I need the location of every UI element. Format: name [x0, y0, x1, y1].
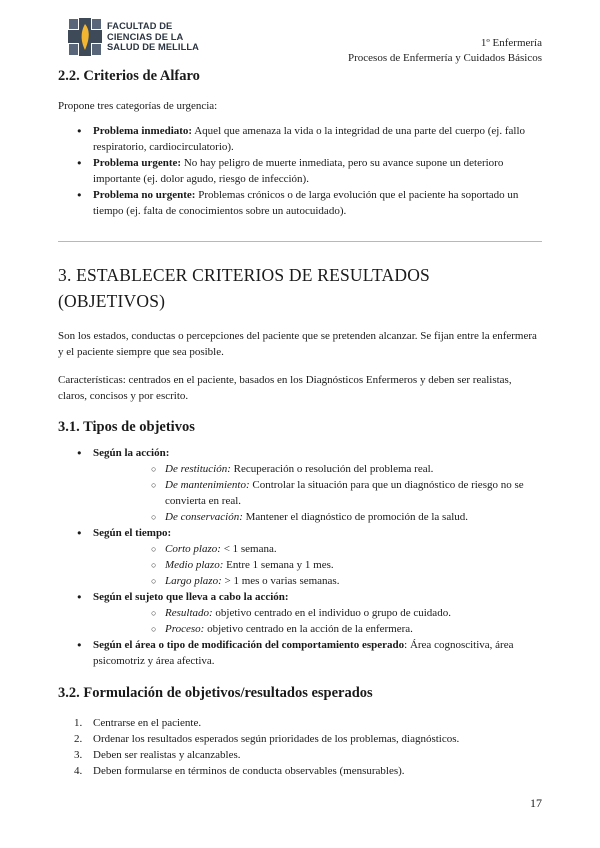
logo-line-2: CIENCIAS DE LA — [107, 31, 184, 42]
formulacion-heading: 3.2. Formulación de objetivos/resultados esperados — [58, 685, 373, 701]
item-text: Problemas crónicos o de larga evolución que el paciente ha soportado un tiempo (ej. falta de conocimientos sobre un autocuidado). — [93, 189, 519, 217]
item-number: 2. — [74, 733, 83, 745]
list-item — [58, 589, 542, 637]
numbered-item — [58, 731, 542, 747]
sub-list-item — [93, 573, 542, 589]
tipos-heading: 3.1. Tipos de objetivos — [58, 419, 195, 435]
item-text: objetivo centrado en el individuo o grupo de cuidado. — [212, 607, 451, 619]
alfaro-list — [58, 123, 542, 219]
item-term: Medio plazo: — [165, 559, 224, 571]
sub-list-item — [93, 605, 542, 621]
item-text: Mantener el diagnóstico de promoción de la salud. — [242, 511, 469, 523]
list-item — [58, 155, 542, 187]
item-term: Según el sujeto que lleva a cabo la acción: — [93, 591, 289, 603]
page-header-info — [348, 36, 542, 66]
page-content — [58, 66, 542, 779]
item-text: < 1 semana. — [220, 543, 277, 555]
list-item — [58, 637, 542, 669]
item-term: Problema no urgente: — [93, 189, 196, 201]
item-term: Resultado: — [165, 607, 213, 619]
list-item — [58, 123, 542, 155]
section-3-heading-line1: 3. ESTABLECER CRITERIOS DE RESULTADOS — [58, 265, 430, 285]
item-text: : Área cognoscitiva, área psicomotriz y área afectiva. — [93, 639, 514, 667]
item-term: Largo plazo: — [165, 575, 222, 587]
numbered-item — [58, 747, 542, 763]
numbered-item — [58, 715, 542, 731]
item-text: No hay peligro de muerte inmediata, pero su avance supone un deterioro importante (ej. dolor agudo, riesgo de infección). — [93, 157, 504, 185]
section-3-heading-line2: (OBJETIVOS) — [58, 291, 166, 311]
sub-list — [93, 461, 542, 525]
section-3-paragraph-1: Son los estados, conductas o percepciones del paciente que se pretenden alcanzar. Se fijan entre la enfermera y el paciente siempre que sea posible. — [58, 330, 537, 358]
sub-list-item — [93, 477, 542, 509]
sub-list-item — [93, 461, 542, 477]
sub-list-item — [93, 509, 542, 525]
item-number: 1. — [74, 717, 83, 729]
item-term: Según el tiempo: — [93, 527, 172, 539]
course-label: 1º Enfermería — [480, 37, 542, 49]
sub-list-item — [93, 541, 542, 557]
item-text: Deben ser realistas y alcanzables. — [93, 749, 241, 761]
tipos-list — [58, 445, 542, 669]
item-term: Proceso: — [165, 623, 205, 635]
item-number: 3. — [74, 749, 83, 761]
faculty-emblem-icon — [68, 18, 102, 56]
sub-list-item — [93, 557, 542, 573]
item-text: > 1 mes o varias semanas. — [221, 575, 340, 587]
item-text: Deben formularse en términos de conducta observables (mensurables). — [93, 765, 405, 777]
item-text: Aquel que amenaza la vida o la integridad de una parte del cuerpo (ej. fallo respiratorio, cardiocirculatorio). — [93, 125, 526, 153]
item-term: Problema urgente: — [93, 157, 182, 169]
faculty-name — [107, 21, 199, 53]
subject-label: Procesos de Enfermería y Cuidados Básicos — [348, 52, 542, 64]
sub-list — [93, 605, 542, 637]
item-term: De mantenimiento: — [165, 479, 250, 491]
list-item — [58, 525, 542, 589]
section-3-paragraph-2: Características: centrados en el paciente, basados en los Diagnósticos Enfermeros y deben ser realistas, claros, concisos y por escrito. — [58, 374, 512, 402]
item-text: Centrarse en el paciente. — [93, 717, 202, 729]
page-number: 17 — [530, 796, 542, 810]
section-divider — [58, 241, 542, 242]
item-term: De conservación: — [165, 511, 243, 523]
item-text: Entre 1 semana y 1 mes. — [223, 559, 334, 571]
item-number: 4. — [74, 765, 83, 777]
logo-line-3: SALUD DE MELILLA — [107, 42, 199, 53]
item-term: Problema inmediato: — [93, 125, 193, 137]
list-item — [58, 445, 542, 525]
item-text: Recuperación o resolución del problema real. — [230, 463, 434, 475]
item-term: Corto plazo: — [165, 543, 221, 555]
section-3-heading — [58, 262, 542, 314]
sub-list-item — [93, 621, 542, 637]
item-text: Controlar la situación para que un diagnóstico de riesgo no se convierta en real. — [165, 479, 524, 507]
item-term: Según el área o tipo de modificación del comportamiento esperado — [93, 639, 405, 651]
item-text: objetivo centrado en la acción de la enfermera. — [204, 623, 413, 635]
list-item — [58, 187, 542, 219]
faculty-logo — [68, 18, 199, 56]
item-term: De restitución: — [165, 463, 231, 475]
sub-list — [93, 541, 542, 589]
numbered-item — [58, 763, 542, 779]
alfaro-heading: 2.2. Criterios de Alfaro — [58, 68, 200, 84]
formulacion-list — [58, 715, 542, 779]
item-term: Según la acción: — [93, 447, 170, 459]
alfaro-intro: Propone tres categorías de urgencia: — [58, 100, 218, 112]
logo-line-1: FACULTAD DE — [107, 21, 173, 32]
item-text: Ordenar los resultados esperados según prioridades de los problemas, diagnósticos. — [93, 733, 460, 745]
